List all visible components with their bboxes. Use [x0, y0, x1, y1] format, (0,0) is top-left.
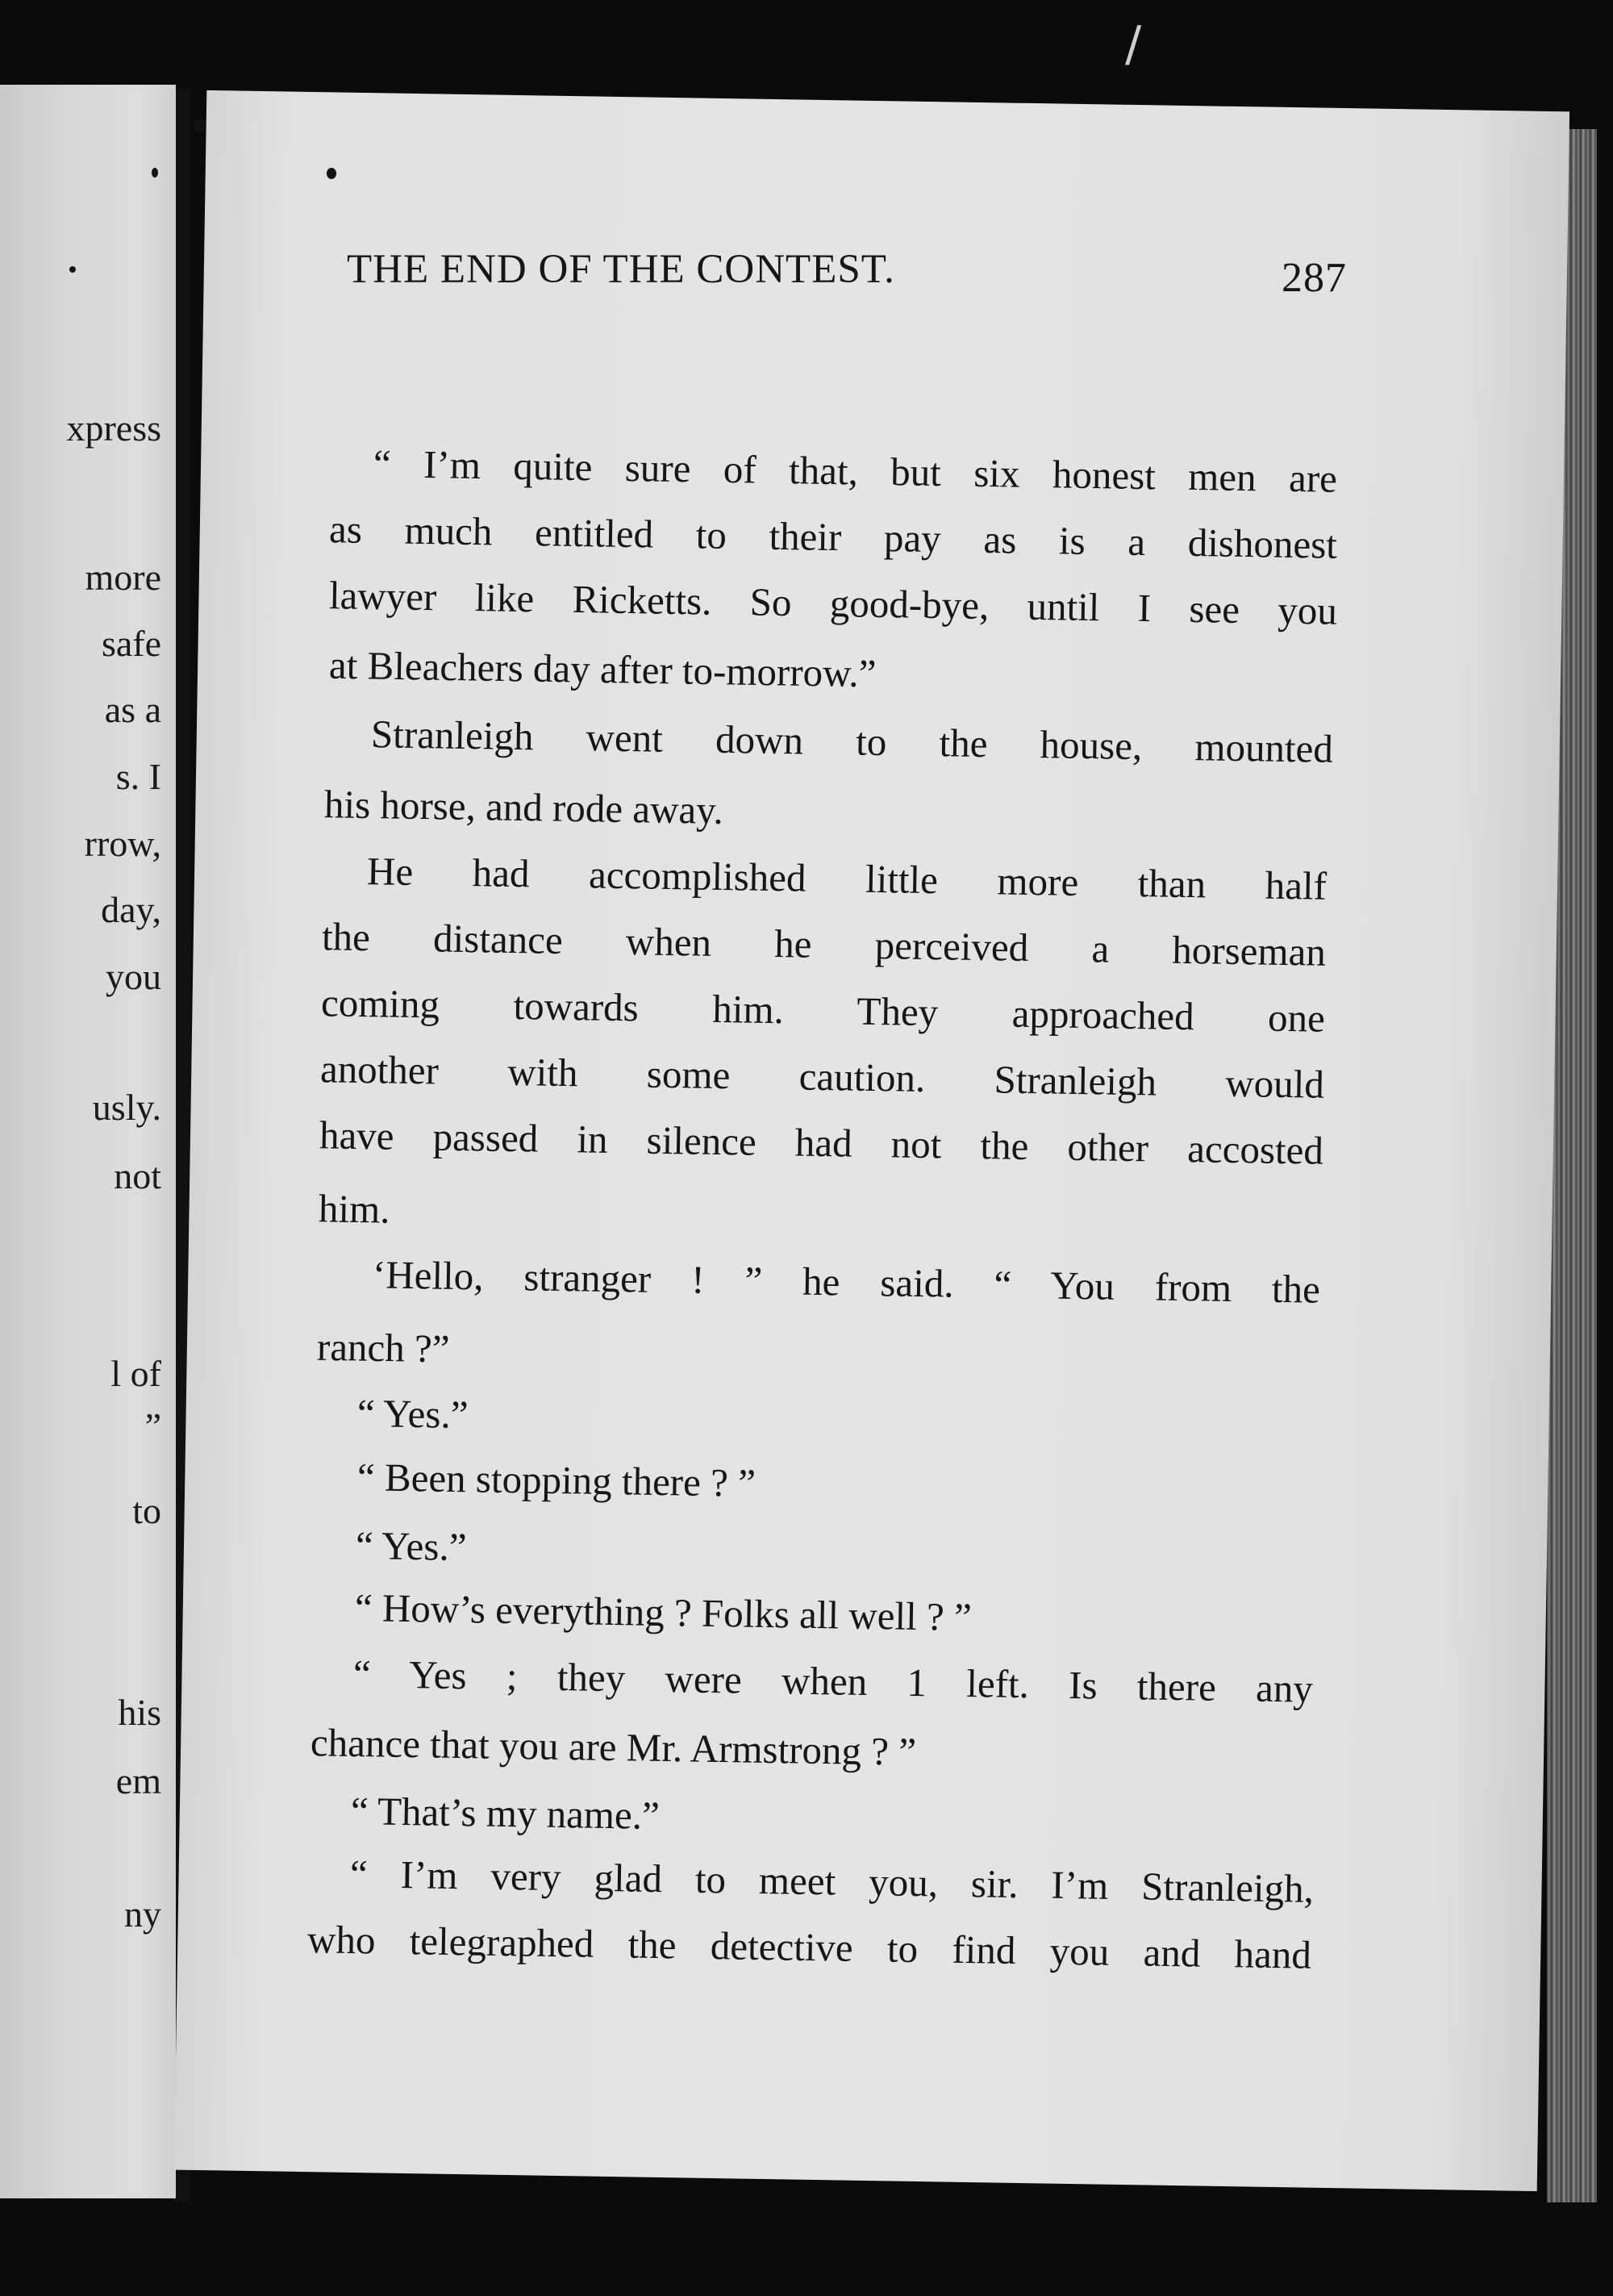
left-page-fragment: his — [118, 1692, 161, 1733]
text-line: “ That’s my name.” — [350, 1788, 661, 1839]
text-line: coming towards him. They approached one — [320, 980, 1326, 1041]
text-line: the distance when he perceived a horseman — [321, 914, 1327, 975]
text-line: him. — [318, 1186, 390, 1232]
left-page-fragment: you — [106, 956, 161, 997]
left-page-fragment: safe — [101, 623, 161, 664]
text-line: “ Yes.” — [355, 1522, 467, 1570]
left-page-fragment: to — [132, 1490, 161, 1531]
text-line: Stranleigh went down to the house, mounted — [370, 712, 1334, 771]
text-line: He had accomplished little more than half — [366, 849, 1327, 908]
left-page-fragment: as a — [104, 689, 161, 730]
left-page-fragment: day, — [101, 889, 161, 930]
chapter-title: THE END OF THE CONTEST. — [347, 247, 895, 292]
text-line: have passed in silence had not the other accosted — [319, 1113, 1324, 1173]
left-page-fragment: em — [115, 1760, 161, 1801]
text-line: “ Yes.” — [356, 1390, 469, 1438]
ink-speck — [327, 168, 336, 179]
left-page-fragment: xpress — [66, 407, 161, 449]
text-line: who telegraphed the detective to find you and hand — [306, 1917, 1312, 1977]
text-line: “ How’s everything ? Folks all well ? ” — [354, 1584, 973, 1640]
text-line: “ Yes ; they were when 1 left. Is there any — [352, 1651, 1314, 1711]
page-number: 287 — [1282, 255, 1347, 301]
text-line: another with some caution. Stranleigh would — [319, 1046, 1325, 1107]
left-page-fragment: l of — [110, 1353, 161, 1394]
left-page-fragment: ” — [144, 1405, 161, 1446]
text-line: his horse, and rode away. — [323, 782, 724, 833]
left-page-fragment: more — [85, 557, 161, 598]
text-line: ranch ?” — [316, 1324, 450, 1371]
text-line: “ Been stopping there ? ” — [356, 1455, 756, 1505]
left-page-fragment: rrow, — [84, 823, 161, 864]
scan-mark: / — [1125, 16, 1142, 73]
left-page — [0, 85, 176, 2198]
left-page-fragment: ny — [124, 1893, 161, 1935]
text-line: “ I’m very glad to meet you, sir. I’m Stranleigh, — [349, 1851, 1315, 1911]
left-page-fragment: not — [114, 1155, 161, 1196]
left-page-fragment: s. I — [115, 756, 161, 797]
text-line: lawyer like Ricketts. So good-bye, until I see you — [328, 573, 1338, 633]
text-line: ‘Hello, stranger ! ” he said. “ You from the — [372, 1252, 1321, 1312]
ink-speck — [194, 117, 205, 133]
text-line: chance that you are Mr. Armstrong ? ” — [310, 1720, 917, 1774]
text-line: as much entitled to their pay as is a dishonest — [328, 507, 1338, 567]
ink-speck — [152, 168, 158, 177]
ink-speck — [69, 266, 76, 273]
text-line: at Bleachers day after to-morrow.” — [328, 642, 877, 696]
text-line: “ I’m quite sure of that, but six honest men are — [373, 441, 1338, 501]
left-page-fragment: usly. — [92, 1087, 161, 1128]
